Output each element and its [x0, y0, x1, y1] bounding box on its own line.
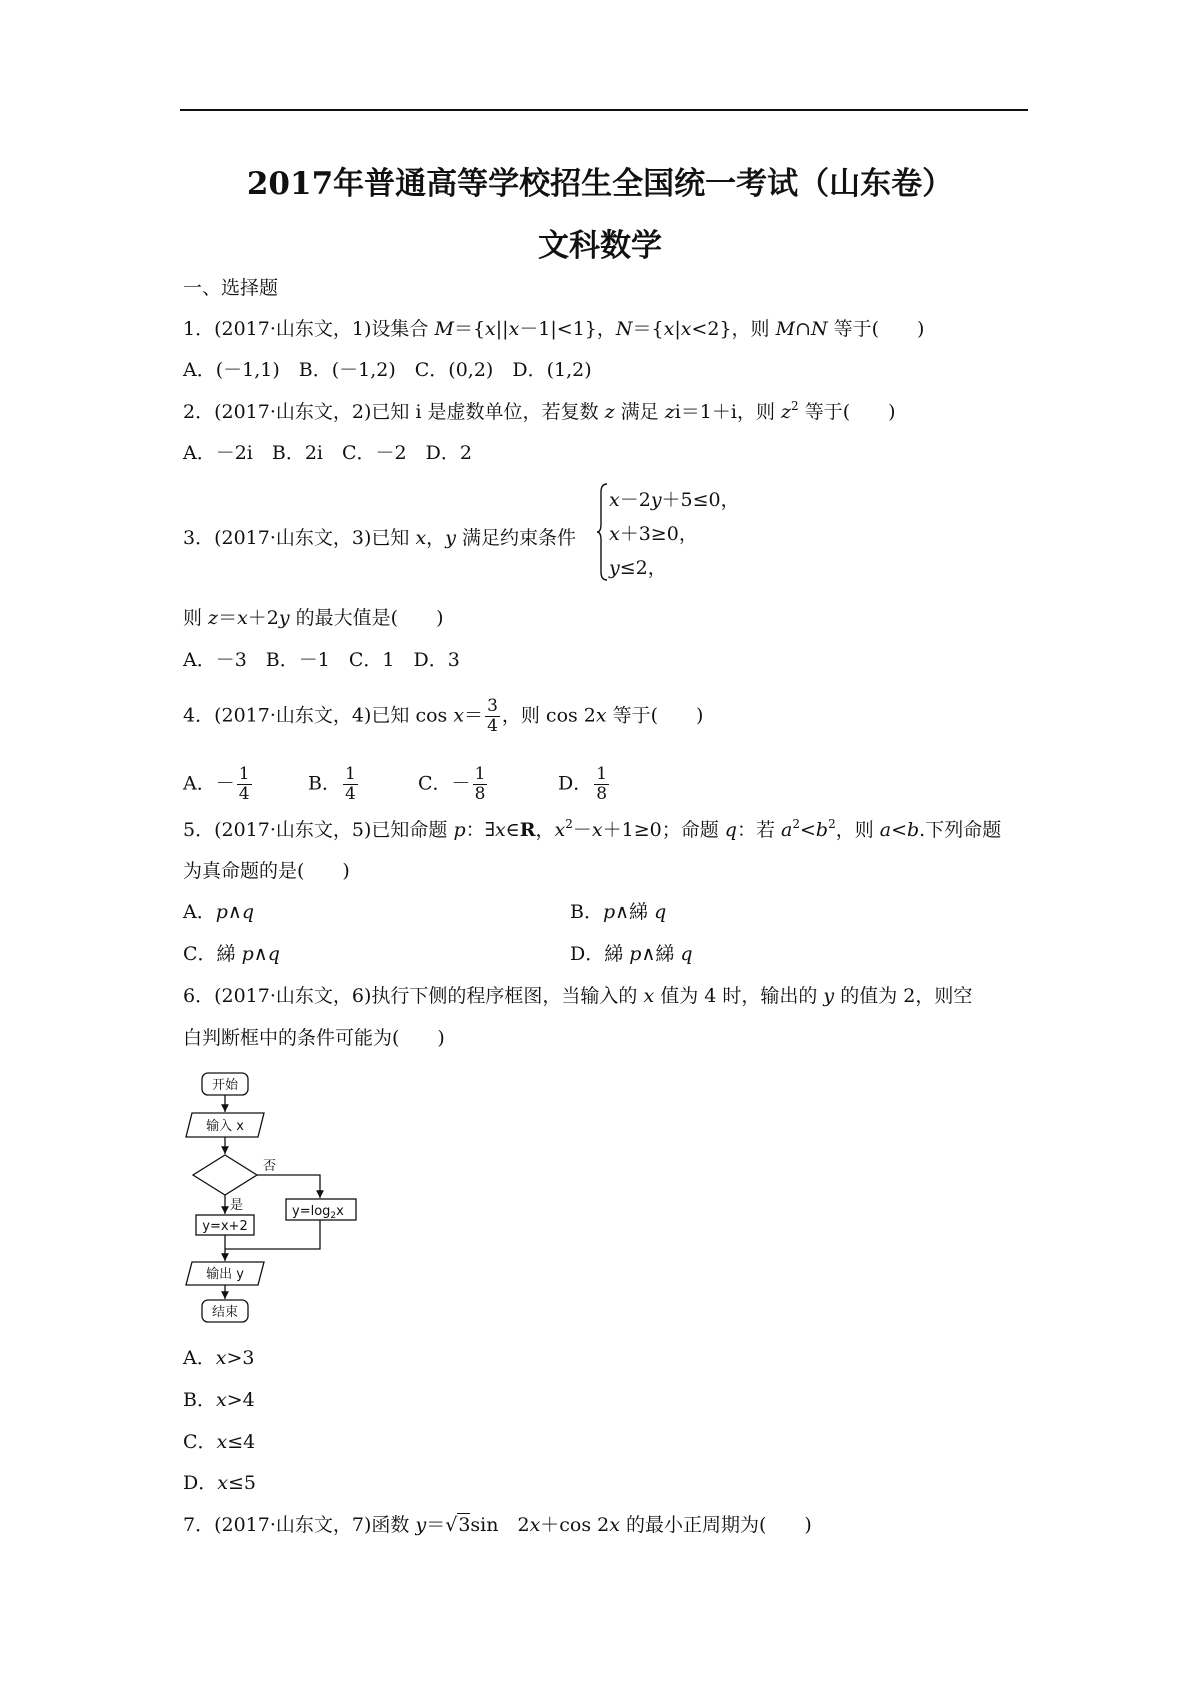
q1-text: ||	[495, 318, 509, 340]
q6-var: x	[216, 1431, 228, 1453]
q6-var: x	[643, 985, 655, 1007]
q2-text: 等于( )	[798, 401, 896, 423]
q2-text: i＝1＋i，则	[674, 401, 782, 423]
q5-var: x	[554, 819, 566, 841]
q1-var: M	[775, 318, 796, 340]
q5-var: q	[680, 943, 693, 965]
fraction-numerator: 1	[344, 764, 356, 784]
option-label: B．	[308, 772, 341, 795]
option-label: D．	[183, 1472, 218, 1494]
constraint-3	[609, 556, 667, 580]
q5-text: ∧	[253, 943, 268, 965]
q3-objective	[183, 606, 444, 630]
q6-var: y	[823, 985, 835, 1007]
q3-text: ＋3≥0，	[619, 523, 698, 545]
flow-left-process-label: y=x+2	[202, 1219, 248, 1234]
question-7	[183, 1513, 812, 1537]
q3-text: ≤2，	[619, 557, 667, 579]
decision-box	[193, 1155, 257, 1195]
q1-text: －1|<1}，	[519, 318, 616, 340]
q1-text: 设集合	[371, 318, 429, 340]
fraction-numerator: 1	[238, 764, 250, 784]
fraction-denominator: 8	[596, 784, 608, 804]
q5-line-2: 为真命题的是( )	[183, 860, 350, 882]
q1-text: |	[674, 318, 681, 340]
q5-text: 綈	[604, 943, 630, 965]
q5-exponent: 2	[565, 817, 573, 831]
q7-var: x	[609, 1514, 620, 1536]
q5-real-set: R	[519, 819, 536, 841]
q5-var: q	[654, 901, 667, 923]
q5-source: (2017·山东文，5)	[214, 819, 372, 841]
q4-text: 已知 cos	[371, 704, 454, 727]
q5-var: x	[494, 819, 506, 841]
q4-number: 4．	[183, 704, 215, 727]
q4-option	[183, 765, 254, 804]
q6-option-a	[183, 1346, 254, 1370]
q3-text: 的最大值是( )	[289, 607, 444, 629]
option-label: B．	[183, 1389, 216, 1411]
q5-var: a	[879, 819, 892, 841]
option-label: C．	[418, 772, 452, 795]
q3-var: y	[609, 557, 620, 579]
constraint-2	[609, 522, 698, 546]
q4-option	[418, 765, 489, 804]
exam-subtitle: 文科数学	[538, 228, 662, 264]
option-label: C．	[183, 1431, 217, 1453]
q6-option-b	[183, 1388, 255, 1412]
option-sign: －	[451, 772, 471, 795]
q5-text: ：若	[736, 819, 781, 841]
q1-var: N	[615, 318, 633, 340]
q1-var: x	[680, 318, 692, 340]
constraint-brace	[596, 482, 608, 582]
q5-text: ＋1≥0；命题	[602, 819, 725, 841]
option-fraction	[473, 765, 488, 804]
q4-text: ，则 cos 2	[501, 704, 596, 727]
q6-text: ≤5	[227, 1472, 256, 1494]
flow-start-label: 开始	[211, 1078, 239, 1093]
q5-text: .下列命题	[919, 819, 1002, 841]
q5-text: －	[572, 819, 592, 841]
question-6	[183, 984, 972, 1008]
section-heading: 一、选择题	[183, 277, 279, 299]
q7-text: ＝	[426, 1514, 446, 1536]
fraction-numerator: 1	[474, 764, 486, 784]
q3-text: ，	[426, 527, 446, 549]
q6-var: x	[215, 1347, 227, 1369]
q6-text: 的值为 2，则空	[834, 985, 973, 1007]
q3-var: x	[609, 489, 620, 511]
constraint-1	[609, 488, 740, 512]
q5-option-a	[183, 900, 254, 924]
q3-text: －2	[619, 489, 651, 511]
q5-option-d	[570, 942, 693, 966]
q5-var: q	[267, 943, 280, 965]
q7-text: sin 2	[470, 1514, 530, 1536]
q5-text: ，则	[835, 819, 880, 841]
flow-subscript: 2	[330, 1211, 337, 1221]
q5-text: ∧	[227, 901, 242, 923]
q3-var: x	[415, 527, 427, 549]
q7-radicand: 3	[458, 1514, 471, 1536]
q1-var: x	[508, 318, 520, 340]
q3-text: ＋2	[247, 607, 279, 629]
q5-var: b	[907, 819, 920, 841]
flow-end-label: 结束	[211, 1305, 239, 1320]
flow-no-label: 否	[263, 1159, 277, 1174]
q1-var: x	[485, 318, 496, 340]
q4-text: ＝	[464, 704, 484, 727]
q7-text: ＋cos 2	[540, 1514, 610, 1536]
q5-var: p	[602, 901, 616, 923]
q5-text: ：∃	[465, 819, 495, 841]
q1-var: M	[434, 318, 454, 340]
question-3	[183, 526, 576, 550]
q3-source: (2017·山东文，3)	[214, 527, 372, 549]
q5-text: <	[799, 819, 816, 841]
fraction-numerator: 1	[596, 764, 608, 784]
q6-var: x	[217, 1472, 228, 1494]
fraction-numerator: 3	[487, 696, 498, 716]
option-fraction	[237, 765, 252, 804]
q3-var: x	[609, 523, 620, 545]
flow-text: x	[336, 1204, 344, 1219]
flow-yes-label: 是	[230, 1198, 244, 1213]
q7-var: y	[415, 1514, 427, 1536]
q6-text: >4	[226, 1389, 255, 1411]
q3-var: y	[650, 489, 662, 511]
q7-number: 7．	[183, 1514, 215, 1536]
q5-option-c	[183, 942, 280, 966]
q6-text: 值为 4 时，输出的	[654, 985, 824, 1007]
q2-text: 已知 i 是虚数单位，若复数	[371, 401, 605, 423]
header-rule	[180, 109, 1028, 111]
question-2	[183, 400, 896, 424]
option-label: A．	[183, 772, 216, 795]
q3-number: 3．	[183, 527, 215, 549]
q5-text: ∧綈	[641, 943, 681, 965]
q1-number: 1．	[183, 318, 215, 340]
q4-option	[558, 765, 611, 804]
q3-options: A．－3 B．－1 C．1 D．3	[183, 649, 460, 671]
flow-input-label: 输入 x	[206, 1119, 244, 1134]
q7-source: (2017·山东文，7)	[214, 1514, 372, 1536]
q1-text: ＝{	[453, 318, 486, 340]
fraction-denominator: 4	[238, 784, 250, 804]
q3-text: ＝	[218, 607, 238, 629]
q5-text: ∈	[505, 819, 520, 841]
q6-option-c	[183, 1430, 255, 1454]
flow-text: y=log	[292, 1204, 331, 1219]
q2-source: (2017·山东文，2)	[214, 401, 372, 423]
q5-option-b	[570, 900, 666, 924]
option-label: D．	[570, 943, 605, 965]
q5-var: p	[453, 819, 466, 841]
q2-var: z	[781, 401, 792, 423]
sqrt-symbol: √	[445, 1514, 458, 1536]
q5-var: a	[781, 819, 793, 841]
question-4	[183, 697, 703, 736]
q7-text: 的最小正周期为( )	[619, 1514, 812, 1536]
q1-options: A．(－1,1) B．(－1,2) C．(0,2) D．(1,2)	[183, 359, 592, 381]
q1-var: N	[810, 318, 828, 340]
q1-text: ＝{	[632, 318, 664, 340]
option-label: A．	[183, 901, 216, 923]
option-fraction	[343, 765, 358, 804]
q2-exponent: 2	[791, 399, 799, 413]
q2-options: A．－2i B．2i C．－2 D．2	[183, 442, 472, 464]
q6-line-2: 白判断框中的条件可能为( )	[183, 1027, 445, 1049]
q5-exponent: 2	[792, 817, 800, 831]
option-label: C．	[183, 943, 217, 965]
q1-text: 等于( )	[827, 318, 925, 340]
q3-text: ＋5≤0，	[661, 489, 740, 511]
q3-text: 满足约束条件	[455, 527, 576, 549]
exam-title: 2017年普通高等学校招生全国统一考试（山东卷）	[246, 166, 954, 202]
q1-source: (2017·山东文，1)	[214, 318, 372, 340]
flow-output-label: 输出 y	[206, 1267, 244, 1282]
q7-var: x	[529, 1514, 541, 1536]
q5-var: q	[241, 901, 254, 923]
q6-var: x	[215, 1389, 227, 1411]
q6-text: 执行下侧的程序框图，当输入的	[371, 985, 644, 1007]
q3-var: z	[208, 607, 219, 629]
option-fraction	[594, 765, 609, 804]
q6-option-d	[183, 1471, 256, 1495]
q6-text: ≤4	[227, 1431, 256, 1453]
q4-text: 等于( )	[606, 704, 704, 727]
q4-option	[308, 765, 360, 804]
q1-text: ∩	[795, 318, 811, 340]
fraction-denominator: 4	[344, 784, 356, 804]
program-flowchart	[180, 1065, 380, 1335]
option-sign: －	[215, 772, 235, 795]
fraction-denominator: 4	[487, 716, 498, 736]
q2-var: z	[604, 401, 615, 423]
q5-var: q	[724, 819, 737, 841]
q3-var: y	[278, 607, 290, 629]
question-1	[183, 317, 924, 341]
q4-var: x	[453, 704, 465, 727]
q4-source: (2017·山东文，4)	[214, 704, 372, 727]
q5-var: p	[241, 943, 254, 965]
q6-source: (2017·山东文，6)	[214, 985, 372, 1007]
question-5	[183, 818, 1001, 842]
q7-text: 函数	[371, 1514, 416, 1536]
fraction-denominator: 8	[474, 784, 486, 804]
q3-text: 已知	[371, 527, 416, 549]
q1-text: <2}，则	[691, 318, 776, 340]
option-label: A．	[183, 1347, 216, 1369]
q2-number: 2．	[183, 401, 215, 423]
q3-var: y	[445, 527, 456, 549]
q1-var: x	[663, 318, 675, 340]
q5-exponent: 2	[828, 817, 836, 831]
q6-number: 6．	[183, 985, 215, 1007]
option-label: D．	[558, 772, 593, 795]
q4-var: x	[595, 704, 607, 727]
q3-var: x	[237, 607, 248, 629]
q2-var: z	[664, 401, 675, 423]
q5-text: ，	[535, 819, 555, 841]
q5-var: p	[215, 901, 228, 923]
q3-text: 则	[183, 607, 209, 629]
q5-var: b	[815, 819, 829, 841]
q2-text: 满足	[614, 401, 665, 423]
flow-right-process-label	[292, 1204, 344, 1221]
q4-fraction	[485, 697, 500, 736]
q5-text: ∧綈	[615, 901, 655, 923]
q5-number: 5．	[183, 819, 215, 841]
q5-text: 已知命题	[371, 819, 454, 841]
q5-var: p	[629, 943, 642, 965]
q5-text: <	[891, 819, 907, 841]
q6-text: >3	[226, 1347, 255, 1369]
q5-text: 綈	[216, 943, 242, 965]
q5-var: x	[591, 819, 603, 841]
option-label: B．	[570, 901, 603, 923]
